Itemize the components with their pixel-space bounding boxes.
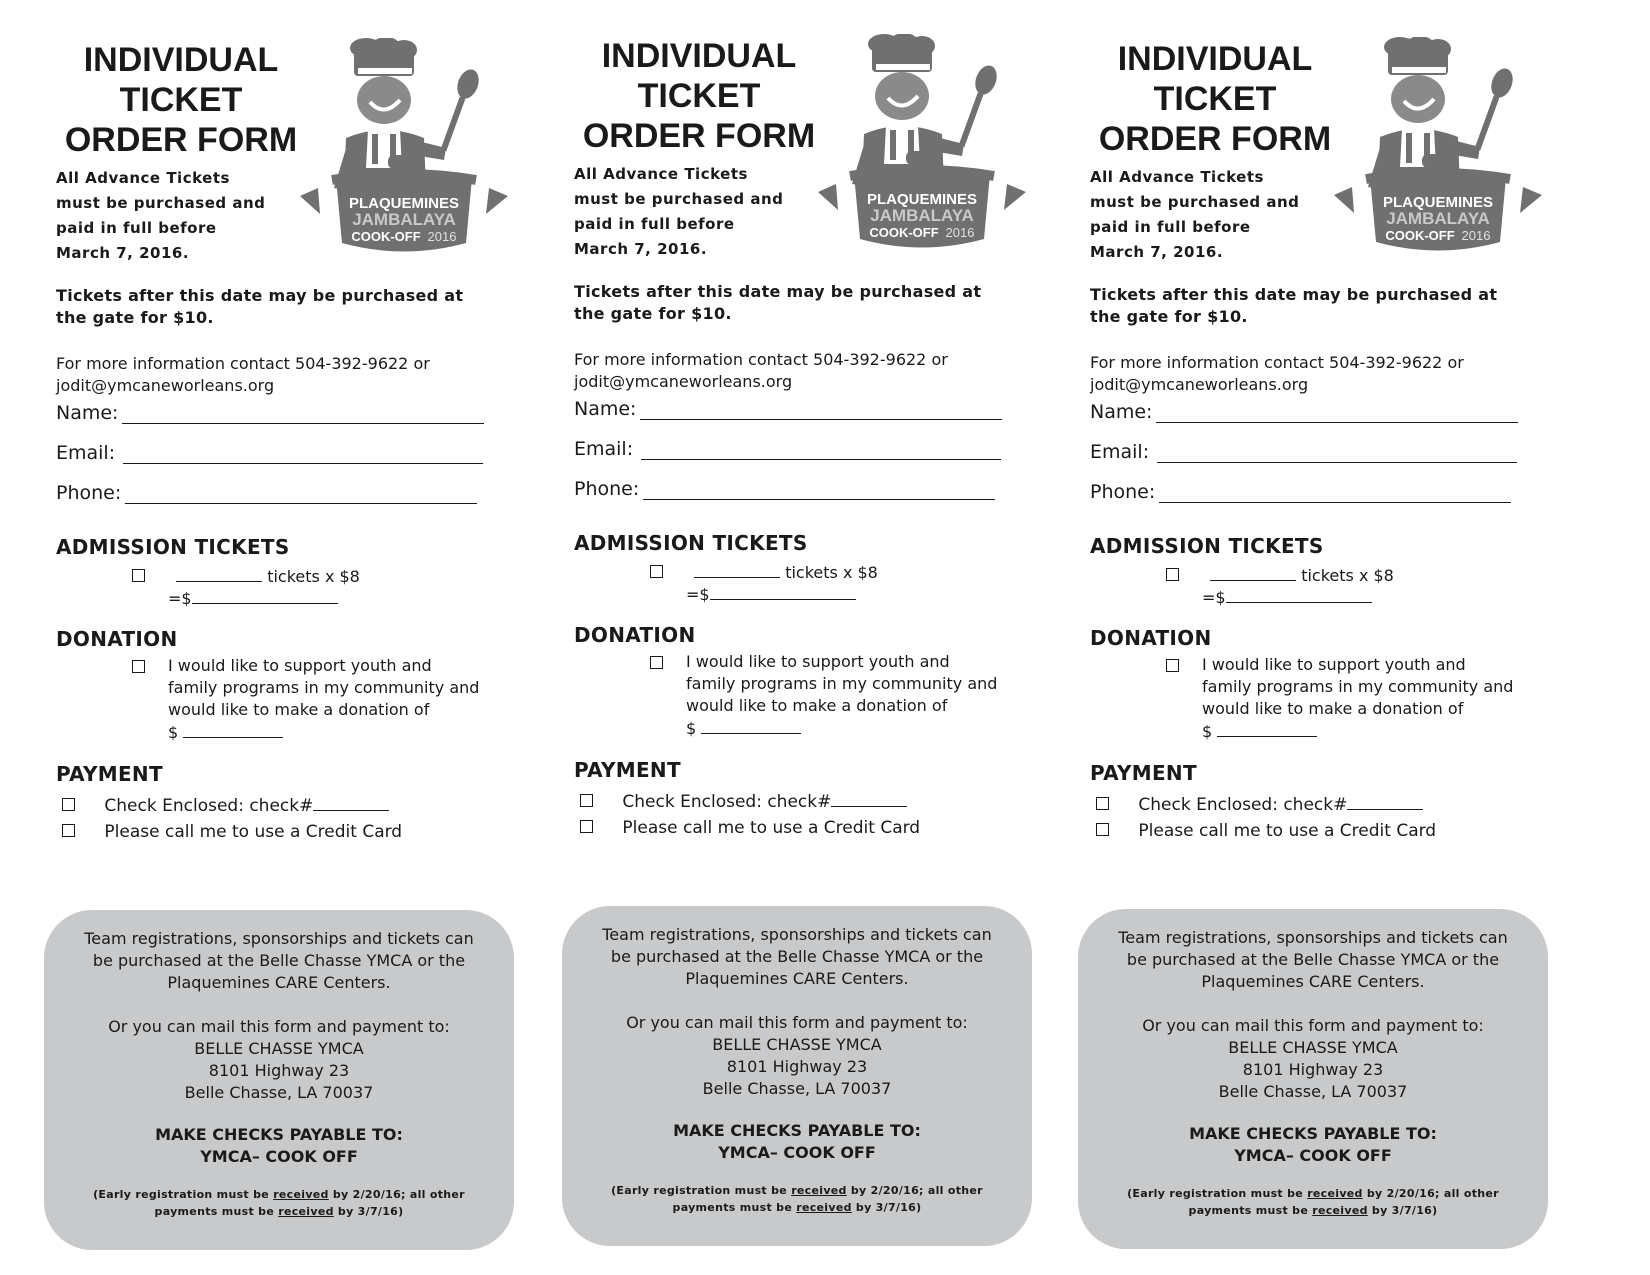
check-number-line[interactable] xyxy=(313,794,389,811)
email-line[interactable] xyxy=(123,445,483,464)
phone-line[interactable] xyxy=(643,481,995,500)
admission-heading: ADMISSION TICKETS xyxy=(1090,534,1324,558)
donation-heading: DONATION xyxy=(56,627,178,651)
mail-address-name: BELLE CHASSE YMCA xyxy=(712,1035,882,1054)
payable-name: YMCA– COOK OFF xyxy=(200,1147,358,1166)
gate-notice: Tickets after this date may be purchased at the gate for $10. xyxy=(574,282,982,323)
registration-note: (Early registration must be received by 2/20/16; all other xyxy=(1127,1187,1499,1200)
phone-label: Phone: xyxy=(574,478,640,500)
info-box: Team registrations, sponsorships and tickets can be purchased at the Belle Chasse YMCA or the Plaquemines CARE Centers. Or you can mail this form and payment to: BELLE CHASSE YMCA 8101 Highway 23 Belle Chasse, LA 70037 MAKE CHECKS PAYABLE TO: YMCA– COOK OFF (Early registration must be received by 2/20/16; all other payments must be received by 3/7/16) xyxy=(562,906,1032,1246)
logo-text-line1: PLAQUEMINES xyxy=(1382,194,1494,211)
mail-address-street: 8101 Highway 23 xyxy=(208,1061,350,1080)
logo-text-line1: PLAQUEMINES xyxy=(348,195,460,212)
admission-checkbox[interactable] xyxy=(132,569,145,582)
donation-amount-line[interactable] xyxy=(183,721,283,738)
payable-heading: MAKE CHECKS PAYABLE TO: xyxy=(1189,1124,1437,1143)
name-label: Name: xyxy=(1090,401,1153,423)
payment-credit-row: Please call me to use a Credit Card xyxy=(580,817,920,839)
name-field[interactable] xyxy=(1090,395,1518,423)
donation-text: I would like to support youth and family programs in my community and would like to make a donation of $ xyxy=(686,652,998,738)
info-box: Team registrations, sponsorships and tickets can be purchased at the Belle Chasse YMCA or the Plaquemines CARE Centers. Or you can mail this form and payment to: BELLE CHASSE YMCA 8101 Highway 23 Belle Chasse, LA 70037 MAKE CHECKS PAYABLE TO: YMCA– COOK OFF (Early registration must be received by 2/20/16; all other payments must be received by 3/7/16) xyxy=(1078,909,1548,1249)
contact-info: For more information contact 504-392-9622 or jodit@ymcaneworleans.org xyxy=(56,353,496,397)
admission-total: =$ xyxy=(1202,586,1372,609)
phone-line[interactable] xyxy=(125,485,477,504)
logo-text-line2: JAMBALAYA xyxy=(1386,209,1490,228)
payment-heading: PAYMENT xyxy=(56,762,163,786)
admission-total-line[interactable] xyxy=(192,587,338,604)
logo-text-line3: COOK-OFF xyxy=(351,229,421,244)
admission-heading: ADMISSION TICKETS xyxy=(56,535,290,559)
contact-email: jodit@ymcaneworleans.org xyxy=(574,372,793,391)
payable-heading: MAKE CHECKS PAYABLE TO: xyxy=(673,1121,921,1140)
chef-logo xyxy=(296,38,511,273)
chef-logo xyxy=(1330,37,1545,272)
logo-text-line3: COOK-OFF xyxy=(1385,228,1455,243)
check-checkbox[interactable] xyxy=(62,798,75,811)
donation-amount-line[interactable] xyxy=(701,717,801,734)
donation-checkbox-wrap xyxy=(1166,656,1179,678)
check-checkbox[interactable] xyxy=(580,794,593,807)
donation-heading: DONATION xyxy=(574,623,696,647)
check-number-line[interactable] xyxy=(1347,793,1423,810)
payment-check-row: Check Enclosed: check# xyxy=(1096,793,1423,816)
mail-address-street: 8101 Highway 23 xyxy=(726,1057,868,1076)
payable-name: YMCA– COOK OFF xyxy=(718,1143,876,1162)
contact-email: jodit@ymcaneworleans.org xyxy=(56,376,275,395)
logo-text-line2: JAMBALAYA xyxy=(870,206,974,225)
payment-credit-row: Please call me to use a Credit Card xyxy=(1096,820,1436,842)
order-form-3 xyxy=(1090,0,1580,1274)
mail-address-name: BELLE CHASSE YMCA xyxy=(194,1039,364,1058)
email-field[interactable] xyxy=(574,432,1001,460)
info-box: Team registrations, sponsorships and tickets can be purchased at the Belle Chasse YMCA or the Plaquemines CARE Centers. Or you can mail this form and payment to: BELLE CHASSE YMCA 8101 Highway 23 Belle Chasse, LA 70037 MAKE CHECKS PAYABLE TO: YMCA– COOK OFF (Early registration must be received by 2/20/16; all other payments must be received by 3/7/16) xyxy=(44,910,514,1250)
registration-note: (Early registration must be received by 2/20/16; all other xyxy=(93,1188,465,1201)
advance-notice: All Advance Tickets must be purchased and paid in full before March 7, 2016. xyxy=(56,169,266,262)
admission-total-line[interactable] xyxy=(1226,586,1372,603)
form-title: INDIVIDUAL TICKET ORDER FORM xyxy=(582,37,816,155)
mail-address-city: Belle Chasse, LA 70037 xyxy=(184,1083,374,1102)
contact-info: For more information contact 504-392-9622 or jodit@ymcaneworleans.org xyxy=(574,349,1014,393)
email-line[interactable] xyxy=(1157,444,1517,463)
name-line[interactable] xyxy=(1156,404,1518,423)
chef-logo xyxy=(814,34,1029,269)
payable-name: YMCA– COOK OFF xyxy=(1234,1146,1392,1165)
payment-check-row: Check Enclosed: check# xyxy=(580,790,907,813)
mail-address-city: Belle Chasse, LA 70037 xyxy=(702,1079,892,1098)
logo-text-line1: PLAQUEMINES xyxy=(866,191,978,208)
donation-text: I would like to support youth and family programs in my community and would like to make a donation of $ xyxy=(168,656,480,742)
logo-text-line3: COOK-OFF xyxy=(869,225,939,240)
email-label: Email: xyxy=(56,442,116,464)
logo-text-year: 2016 xyxy=(1461,228,1491,243)
logo-text-year: 2016 xyxy=(427,229,457,244)
check-number-line[interactable] xyxy=(831,790,907,807)
admission-total: =$ xyxy=(168,587,338,610)
contact-info: For more information contact 504-392-9622 or jodit@ymcaneworleans.org xyxy=(1090,352,1530,396)
donation-checkbox[interactable] xyxy=(1166,659,1179,672)
advance-notice: All Advance Tickets must be purchased and paid in full before March 7, 2016. xyxy=(574,165,784,258)
logo-text-year: 2016 xyxy=(945,225,975,240)
donation-checkbox[interactable] xyxy=(650,656,663,669)
form-title: INDIVIDUAL TICKET ORDER FORM xyxy=(1098,40,1332,158)
admission-row: tickets x $8 xyxy=(650,561,878,584)
phone-field[interactable] xyxy=(56,476,477,504)
gate-notice: Tickets after this date may be purchased at the gate for $10. xyxy=(1090,285,1498,326)
email-field[interactable] xyxy=(56,436,483,464)
name-field[interactable] xyxy=(574,392,1002,420)
admission-checkbox[interactable] xyxy=(1166,568,1179,581)
mail-address-name: BELLE CHASSE YMCA xyxy=(1228,1038,1398,1057)
advance-notice: All Advance Tickets must be purchased and paid in full before March 7, 2016. xyxy=(1090,168,1300,261)
phone-field[interactable] xyxy=(1090,475,1511,503)
phone-label: Phone: xyxy=(1090,481,1156,503)
admission-total-line[interactable] xyxy=(710,583,856,600)
donation-checkbox[interactable] xyxy=(132,660,145,673)
gate-notice: Tickets after this date may be purchased at the gate for $10. xyxy=(56,286,464,327)
ticket-count-line[interactable] xyxy=(1210,564,1296,581)
ticket-count-line[interactable] xyxy=(176,565,262,582)
admission-heading: ADMISSION TICKETS xyxy=(574,531,808,555)
order-form-1 xyxy=(56,0,546,1275)
logo-text-line2: JAMBALAYA xyxy=(352,210,456,229)
phone-field[interactable] xyxy=(574,472,995,500)
email-field[interactable] xyxy=(1090,435,1517,463)
mail-address-street: 8101 Highway 23 xyxy=(1242,1060,1384,1079)
donation-heading: DONATION xyxy=(1090,626,1212,650)
donation-checkbox-wrap xyxy=(650,653,663,675)
phone-label: Phone: xyxy=(56,482,122,504)
email-label: Email: xyxy=(1090,441,1150,463)
payment-check-row: Check Enclosed: check# xyxy=(62,794,389,817)
admission-checkbox[interactable] xyxy=(650,565,663,578)
admission-row: tickets x $8 xyxy=(1166,564,1394,587)
email-line[interactable] xyxy=(641,441,1001,460)
name-line[interactable] xyxy=(122,405,484,424)
payable-heading: MAKE CHECKS PAYABLE TO: xyxy=(155,1125,403,1144)
payment-heading: PAYMENT xyxy=(574,758,681,782)
ticket-count-line[interactable] xyxy=(694,561,780,578)
payment-heading: PAYMENT xyxy=(1090,761,1197,785)
phone-line[interactable] xyxy=(1159,484,1511,503)
name-line[interactable] xyxy=(640,401,1002,420)
check-checkbox[interactable] xyxy=(1096,797,1109,810)
email-label: Email: xyxy=(574,438,634,460)
admission-row: tickets x $8 xyxy=(132,565,360,588)
credit-card-checkbox[interactable] xyxy=(580,820,593,833)
name-label: Name: xyxy=(56,402,119,424)
admission-total: =$ xyxy=(686,583,856,606)
credit-card-checkbox[interactable] xyxy=(62,824,75,837)
payment-credit-row: Please call me to use a Credit Card xyxy=(62,821,402,843)
order-form-2 xyxy=(574,0,1064,1271)
donation-amount-line[interactable] xyxy=(1217,720,1317,737)
form-title: INDIVIDUAL TICKET ORDER FORM xyxy=(64,41,298,159)
donation-checkbox-wrap xyxy=(132,657,145,679)
name-field[interactable] xyxy=(56,396,484,424)
credit-card-checkbox[interactable] xyxy=(1096,823,1109,836)
mail-address-city: Belle Chasse, LA 70037 xyxy=(1218,1082,1408,1101)
donation-text: I would like to support youth and family programs in my community and would like to make a donation of $ xyxy=(1202,655,1514,741)
name-label: Name: xyxy=(574,398,637,420)
contact-email: jodit@ymcaneworleans.org xyxy=(1090,375,1309,394)
registration-note: (Early registration must be received by 2/20/16; all other xyxy=(611,1184,983,1197)
